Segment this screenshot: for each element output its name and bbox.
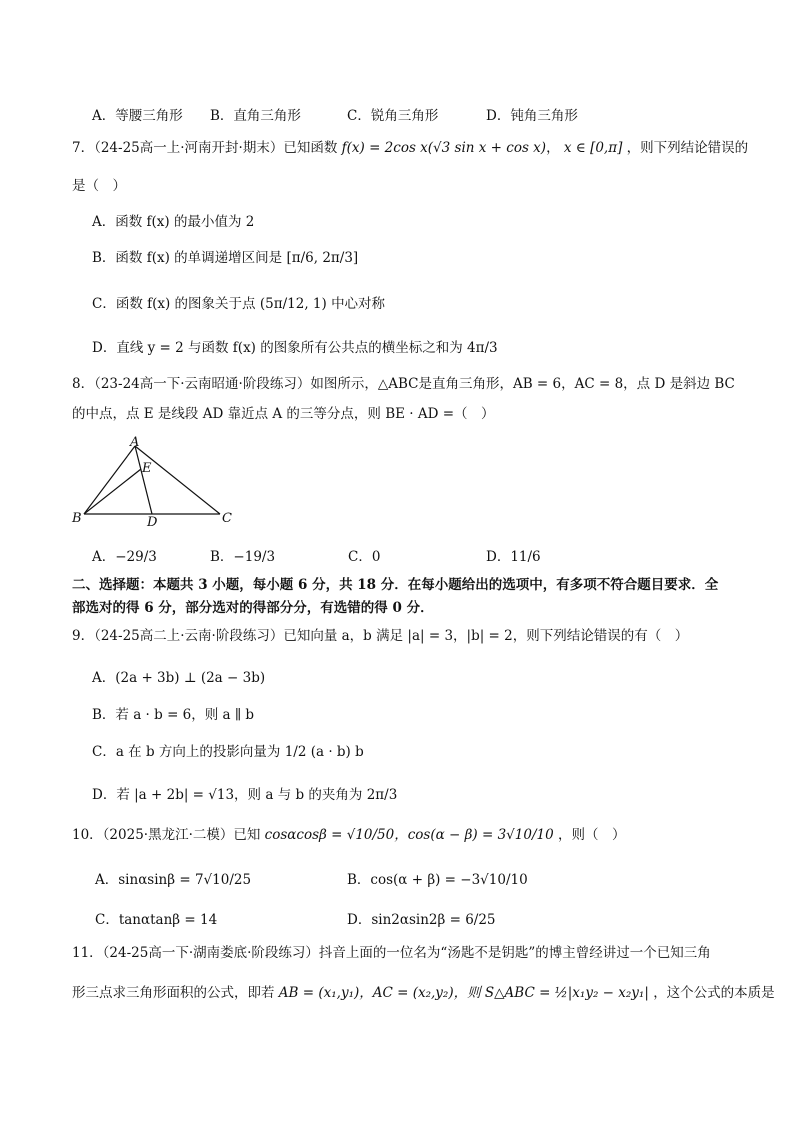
q10-stem-suffix: ，则（ ） — [557, 827, 626, 843]
label-b: B — [72, 511, 82, 526]
q7-option-b-interval: [π/6, 2π/3] — [286, 250, 359, 266]
q10-options-row1 — [95, 868, 715, 890]
q8-option-b: B．−19/3 — [210, 549, 276, 565]
q7-option-c-text: C．函数 f(x) 的图象关于点 — [92, 296, 256, 312]
q10-options-row2 — [95, 908, 715, 930]
q8-option-d: D．11/6 — [486, 549, 541, 565]
q8-option-a: A．−29/3 — [92, 549, 157, 565]
q8-option-c: C．0 — [348, 549, 381, 565]
q7-option-c — [92, 296, 385, 312]
q11-line1: 11．（24-25高一下·湖南娄底·阶段练习）抖音上面的一位名为“汤匙不是钥匙”的博主曾经讲过一个已知三角 — [72, 945, 711, 961]
label-e: E — [142, 461, 152, 476]
q7-domain: x ∈ [0,π] — [563, 140, 623, 156]
q10-stem-math: cosαcosβ = √10/50，cos(α − β) = 3√10/10 — [264, 827, 554, 843]
label-d: D — [147, 515, 158, 529]
q8-stem-line1: 8．（23-24高一下·云南昭通·阶段练习）如图所示，△ABC是直角三角形，AB = 6，AC = 8，点 D 是斜边 BC — [72, 376, 735, 392]
q9-option-d-value: 2π/3 — [366, 787, 398, 803]
segment-ad — [135, 446, 152, 514]
q11-line2 — [72, 985, 775, 1001]
q7-option-d-value: 4π/3 — [467, 340, 498, 356]
q11-line2-math: AB = (x₁,y₁)，AC = (x₂,y₂)，则 S△ABC = ½|x₁y₂ − x₂y₁| — [278, 985, 649, 1001]
q10-stem-prefix: 10．（2025·黑龙江·二模）已知 — [72, 827, 261, 843]
q9-option-c-text: C．a 在 b 方向上的投影向量为 — [92, 744, 281, 760]
q7-option-b — [92, 250, 358, 266]
q9-option-a: A．(2a + 3b) ⊥ (2a − 3b) — [92, 670, 266, 686]
q7-option-c-point: (5π/12, 1) — [259, 296, 327, 312]
q7-option-c-suffix: 中心对称 — [331, 296, 386, 312]
q6-options — [92, 104, 712, 124]
label-a: A — [130, 435, 140, 450]
q6-option-d: D．钝角三角形 — [486, 108, 578, 124]
q9-option-b: B．若 a · b = 6，则 a ∥ b — [92, 707, 255, 723]
q8-triangle-figure — [70, 434, 240, 529]
section2-line1: 二、选择题：本题共 3 小题，每小题 6 分，共 18 分．在每小题给出的选项中，有多项不符合题目要求．全 — [72, 577, 719, 593]
q9-option-c — [92, 744, 364, 760]
q8-stem-line2: 的中点，点 E 是线段 AD 靠近点 A 的三等分点，则 BE · AD =（ ） — [72, 406, 495, 422]
q7-function: f(x) = 2cos x(√3 sin x + cos x) — [341, 140, 547, 156]
q10-option-a: A．sinαsinβ = 7√10/25 — [95, 872, 252, 888]
q11-line2-suffix: ，这个公式的本质是 — [653, 985, 775, 1001]
q6-option-b: B．直角三角形 — [210, 108, 301, 124]
q10-option-c: C．tanαtanβ = 14 — [95, 912, 218, 928]
q10-option-d: D．sin2αsin2β = 6/25 — [347, 912, 496, 928]
section2-line2: 部选对的得 6 分，部分选对的得部分分，有选错的得 0 分． — [72, 600, 434, 616]
q7-stem-prefix: 7．（24-25高一上·河南开封·期末）已知函数 — [72, 140, 338, 156]
q8-options — [92, 545, 712, 569]
q7-stem-line2: 是（ ） — [72, 178, 126, 194]
label-c: C — [222, 511, 232, 526]
q7-option-a: A．函数 f(x) 的最小值为 2 — [92, 214, 255, 230]
q6-option-c: C．锐角三角形 — [347, 108, 439, 124]
q7-option-d-text: D．直线 y = 2 与函数 f(x) 的图象所有公共点的横坐标之和为 — [92, 340, 463, 356]
q9-stem: 9．（24-25高二上·云南·阶段练习）已知向量 a，b 满足 |a| = 3，|b| = 2，则下列结论错误的有（ ） — [72, 628, 689, 644]
q9-option-c-value: 1/2 (a · b) b — [284, 744, 364, 760]
q10-option-b: B．cos(α + β) = −3√10/10 — [347, 872, 528, 888]
q7-option-d — [92, 340, 498, 356]
q10-stem — [72, 827, 625, 843]
q7-option-b-text: B．函数 f(x) 的单调递增区间是 — [92, 250, 283, 266]
q7-stem-line1: 7．（24-25高一上·河南开封·期末）已知函数 f(x) = 2cos x(√3 sin x + cos x)， x ∈ [0,π] ，则下列结论错误的 — [72, 140, 749, 156]
q6-option-a: A．等腰三角形 — [92, 108, 183, 124]
segment-ac — [135, 446, 220, 514]
q11-line2-prefix: 形三点求三角形面积的公式，即若 — [72, 985, 275, 1001]
q9-option-d-text: D．若 |a + 2b| = √13，则 a 与 b 的夹角为 — [92, 787, 363, 803]
q7-stem-suffix: ，则下列结论错误的 — [626, 140, 749, 156]
q9-option-d — [92, 787, 397, 803]
